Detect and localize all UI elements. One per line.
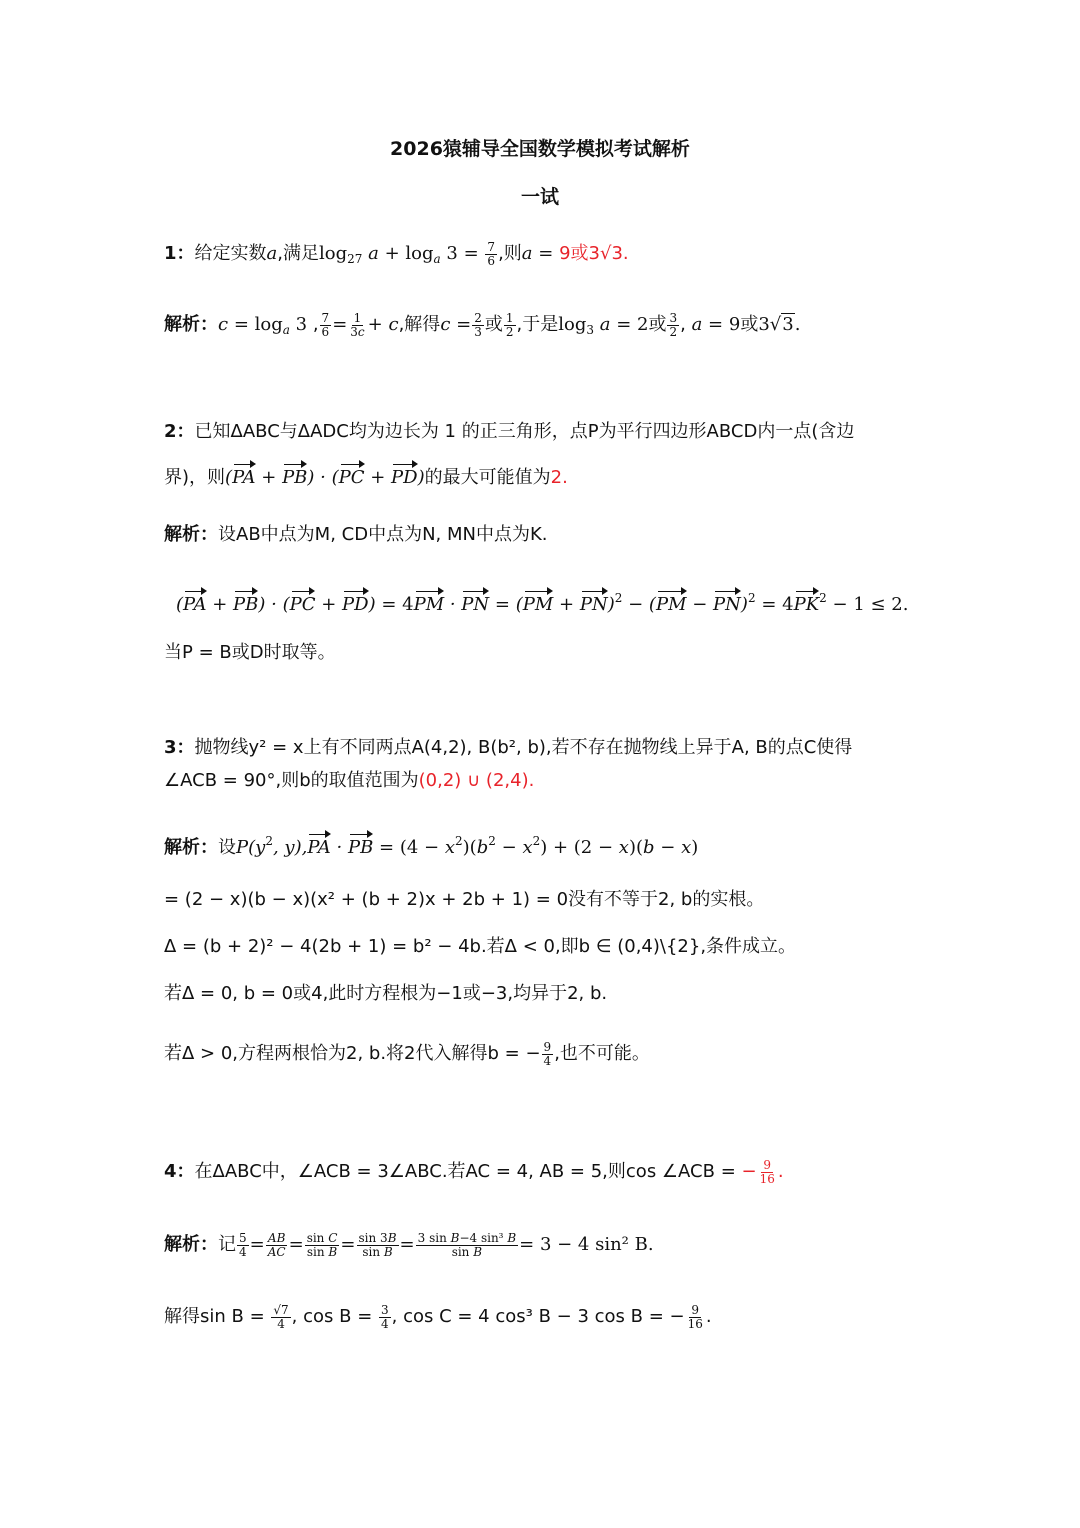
q1-question: 1：给定实数a,满足$\log_{27} a + \log_a 3$ = $\frac{7}{6}$ ,则a = 9或3√3. (164, 239, 629, 268)
q3-question-line2: ∠ACB = 90°,则b的取值范围为(0,2) ∪ (2,4). (164, 770, 535, 791)
q2-question-line1 (164, 418, 930, 446)
q3-question-line1 (164, 734, 930, 762)
page-subtitle: 一试 (520, 186, 559, 208)
q2-question-text: 已知ΔABC与ΔADC均为边长为 1 的正三角形，点P为平行四边形ABCD内一点(含边 (194, 421, 855, 442)
q3-answer: (0,2) ∪ (2,4). (418, 770, 535, 791)
q4-solution-line2: 解得sin B = $\frac{√7}{4}$ , cos B = $\frac{3}{4}$ , cos C = 4 cos³ B − 3 cos B = − $\frac{9}{16}$ . (164, 1302, 712, 1331)
q4-solution-label: 解析： (164, 1234, 218, 1255)
q4-question (164, 1158, 930, 1186)
q4-solution-line1: 解析：记 $\frac{5}{4}$ = $\frac{AB}{AC}$ = $\frac{\text{sin C}}{\text{sin B}}$ = $\frac{\sin 3B}{\text{sin B}}$ = $\frac{\text{3 sin B−4 sin³ B}}{\text{sin B}}$ = 3 − 4 sin² B. (164, 1230, 654, 1259)
q1-solution-label: 解析： (164, 314, 218, 335)
q4-label: 4： (164, 1161, 195, 1182)
q3-solution-line3: Δ = (b + 2)² − 4(2b + 1) = b² − 4b.若Δ < 0,即b ∈ (0,4)\{2},条件成立。 (164, 936, 797, 957)
q1-answer: 9或3√3. (559, 243, 629, 264)
q1-question-text: 给定实数 (194, 243, 267, 264)
q2-label: 2： (164, 421, 195, 442)
q3-solution-label: 解析： (164, 837, 218, 858)
q2-solution-label: 解析： (164, 524, 218, 545)
q2-answer: 2. (550, 467, 568, 488)
q3-solution-line1: 解析：设$P(y^2$, y),PA · PB = $(4 - x^2)(b^2 - x^2) + (2 - x)(b - x)$ (164, 827, 930, 862)
q2-question-line2: 界)，则(PA + PB) · (PC + PD)的最大可能值为2. (164, 464, 930, 492)
q1-solution: 解析：$c = \log_a 3$ , $\frac{7}{6}$ = $\frac{1}{3c}$ + c,解得c = $\frac{2}{3}$ 或 $\frac{1}{2}$ ,于是$\log_3 a = 2$或 $\frac{3}{2}$ , a = 9或3√3. (164, 310, 801, 339)
q2-solution-equation: (PA + PB) · (PC + PD) = 4PM · PN = $(PM + PN)^2 - (PM - PN)^2 = 4PK^2 - 1 \le 2$. (176, 584, 930, 619)
q3-question-text: 抛物线y² = x上有不同两点A(4,2), B(b², b),若不存在抛物线上异于A, B的点C使得 (194, 737, 853, 758)
q3-solution-line2: = (2 − x)(b − x)(x² + (b + 2)x + 2b + 1) = 0没有不等于2, b的实根。 (164, 889, 765, 910)
q3-label: 3： (164, 737, 195, 758)
page-title: 2026猿辅导全国数学模拟考试解析 (390, 138, 690, 160)
q4-answer: − $\frac{9}{16}$ . (741, 1157, 784, 1186)
q2-solution-line1: 解析：设AB中点为M, CD中点为N, MN中点为K. (164, 524, 548, 545)
q3-solution-line4: 若Δ = 0, b = 0或4,此时方程根为−1或−3,均异于2, b. (164, 983, 608, 1004)
q2-solution-line3: 当P = B或D时取等。 (164, 642, 336, 663)
q4-question-text: 在ΔABC中，∠ACB = 3∠ABC.若AC = 4, AB = 5,则cos ∠ACB = (194, 1161, 742, 1182)
q3-solution-line5: 若Δ > 0,方程两根恰为2, b.将2代入解得b = − $\frac{9}{4}$ ,也不可能。 (164, 1039, 650, 1068)
q1-label: 1： (164, 243, 195, 264)
